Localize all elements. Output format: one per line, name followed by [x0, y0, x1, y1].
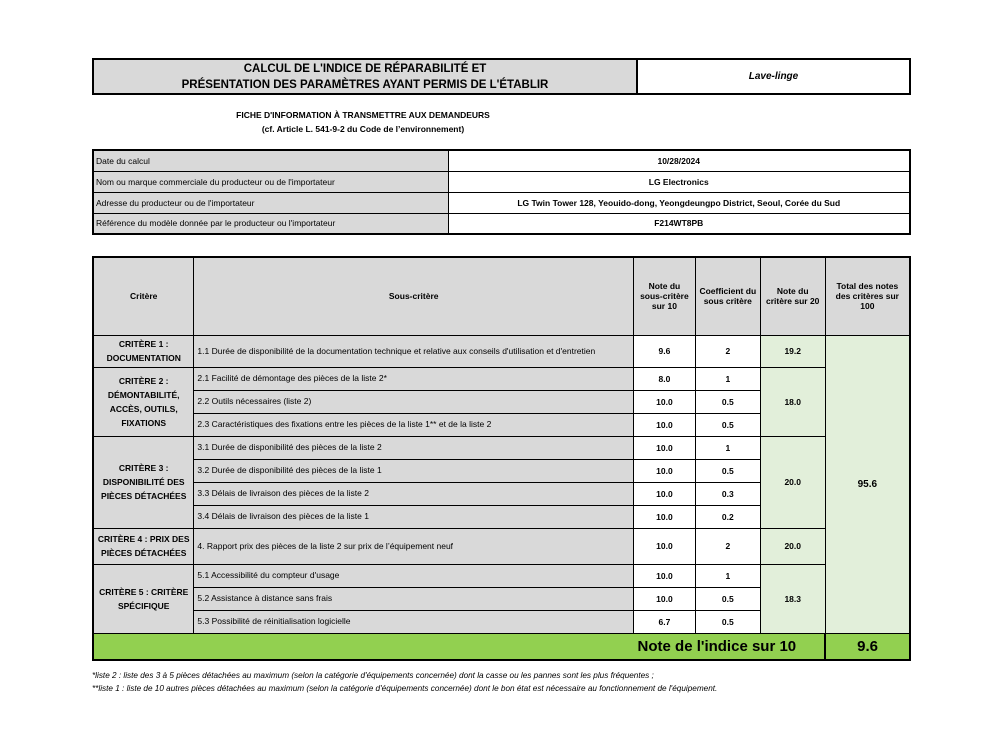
score-table	[92, 256, 911, 661]
subcriterion: 2.2 Outils nécessaires (liste 2)	[194, 390, 634, 413]
criterion-score: 20.0	[760, 528, 825, 564]
final-row	[93, 633, 910, 660]
subtitle	[92, 108, 634, 136]
subcriterion-coef: 2	[695, 528, 760, 564]
header-row	[93, 257, 910, 335]
header-title-line2: PRÉSENTATION DES PARAMÈTRES AYANT PERMIS DE L'ÉTABLIR	[181, 78, 549, 91]
info-row	[93, 192, 910, 213]
subcriterion: 3.4 Délais de livraison des pièces de la liste 1	[194, 505, 634, 528]
col-header-note-critere: Note du critère sur 20	[760, 257, 825, 335]
header-title	[94, 60, 638, 93]
subcriterion-note: 10.0	[633, 564, 695, 587]
subcriterion-coef: 0.5	[695, 610, 760, 633]
table-row	[93, 335, 910, 367]
header-box	[92, 58, 911, 95]
criterion-score: 20.0	[760, 436, 825, 528]
info-row	[93, 171, 910, 192]
subcriterion: 1.1 Durée de disponibilité de la documentation technique et relative aux conseils d'utilisation et d'entretien	[194, 335, 634, 367]
subcriterion-note: 8.0	[633, 367, 695, 390]
subtitle-line2: (cf. Article L. 541-9-2 du Code de l’environnement)	[261, 124, 465, 134]
subcriterion: 2.1 Facilité de démontage des pièces de la liste 2*	[194, 367, 634, 390]
info-label: Adresse du producteur ou de l'importateur	[93, 192, 448, 213]
footnotes	[92, 669, 952, 695]
subcriterion-coef: 0.5	[695, 390, 760, 413]
subcriterion-coef: 2	[695, 335, 760, 367]
col-header-critere: Critère	[93, 257, 194, 335]
subcriterion-coef: 0.5	[695, 587, 760, 610]
footnote-liste-2: *liste 2 : liste des 3 à 5 pièces détachées au maximum (selon la catégorie d'équipements concernée) dont la casse ou les pannes sont les plus fréquentes ;	[92, 671, 654, 680]
subcriterion-note: 9.6	[633, 335, 695, 367]
criterion-score: 19.2	[760, 335, 825, 367]
info-label: Référence du modèle donnée par le producteur ou l'importateur	[93, 213, 448, 234]
table-row	[93, 367, 910, 390]
subcriterion-coef: 1	[695, 367, 760, 390]
subcriterion-note: 10.0	[633, 390, 695, 413]
subcriterion: 3.3 Délais de livraison des pièces de la liste 2	[194, 482, 634, 505]
subcriterion-note: 10.0	[633, 482, 695, 505]
subcriterion-note: 10.0	[633, 587, 695, 610]
col-header-note-sous: Note du sous-critère sur 10	[633, 257, 695, 335]
subcriterion-coef: 0.2	[695, 505, 760, 528]
criterion-5: CRITÈRE 5 : CRITÈRE SPÉCIFIQUE	[93, 564, 194, 633]
subcriterion-coef: 1	[695, 436, 760, 459]
criterion-3: CRITÈRE 3 : DISPONIBILITÉ DES PIÈCES DÉTACHÉES	[93, 436, 194, 528]
criterion-4: CRITÈRE 4 : PRIX DES PIÈCES DÉTACHÉES	[93, 528, 194, 564]
subcriterion: 3.2 Durée de disponibilité des pièces de la liste 1	[194, 459, 634, 482]
subtitle-line1: FICHE D'INFORMATION À TRANSMETTRE AUX DEMANDEURS	[236, 110, 490, 120]
footnote-liste-1: **liste 1 : liste de 10 autres pièces détachées au maximum (selon la catégorie d'équipements concernée) dont le bon état est nécessaire au fonctionnement de l'équipement.	[92, 684, 718, 693]
info-value: LG Electronics	[448, 171, 910, 192]
subcriterion-note: 10.0	[633, 413, 695, 436]
subcriterion-coef: 0.5	[695, 459, 760, 482]
criterion-2: CRITÈRE 2 : DÉMONTABILITÉ, ACCÈS, OUTILS, FIXATIONS	[93, 367, 194, 436]
col-header-sous-critere: Sous-critère	[194, 257, 634, 335]
info-value: 10/28/2024	[448, 150, 910, 171]
info-row	[93, 150, 910, 171]
info-table	[92, 149, 911, 235]
table-row	[93, 436, 910, 459]
total-score: 95.6	[825, 335, 910, 633]
table-row	[93, 528, 910, 564]
info-label: Nom ou marque commerciale du producteur ou de l'importateur	[93, 171, 448, 192]
info-row	[93, 213, 910, 234]
product-type: Lave-linge	[748, 71, 799, 82]
subcriterion: 5.2 Assistance à distance sans frais	[194, 587, 634, 610]
info-value: F214WT8PB	[448, 213, 910, 234]
final-score-label: Note de l'indice sur 10	[93, 633, 825, 660]
subcriterion: 5.3 Possibilité de réinitialisation logicielle	[194, 610, 634, 633]
subcriterion-note: 10.0	[633, 528, 695, 564]
subcriterion-note: 10.0	[633, 436, 695, 459]
col-header-total: Total des notes des critères sur 100	[825, 257, 910, 335]
subcriterion-coef: 0.3	[695, 482, 760, 505]
info-value: LG Twin Tower 128, Yeouido-dong, Yeongdeungpo District, Seoul, Corée du Sud	[448, 192, 910, 213]
criterion-score: 18.0	[760, 367, 825, 436]
subcriterion: 5.1 Accessibilité du compteur d'usage	[194, 564, 634, 587]
subcriterion-note: 6.7	[633, 610, 695, 633]
subcriterion-note: 10.0	[633, 459, 695, 482]
subcriterion: 3.1 Durée de disponibilité des pièces de la liste 2	[194, 436, 634, 459]
subcriterion-note: 10.0	[633, 505, 695, 528]
criterion-score: 18.3	[760, 564, 825, 633]
subcriterion: 2.3 Caractéristiques des fixations entre les pièces de la liste 1** et de la liste 2	[194, 413, 634, 436]
subcriterion-coef: 0.5	[695, 413, 760, 436]
header-title-line1: CALCUL DE L'INDICE DE RÉPARABILITÉ ET	[243, 62, 487, 75]
table-row	[93, 564, 910, 587]
final-score-value: 9.6	[825, 633, 910, 660]
criterion-1: CRITÈRE 1 : DOCUMENTATION	[93, 335, 194, 367]
subcriterion: 4. Rapport prix des pièces de la liste 2 sur prix de l’équipement neuf	[194, 528, 634, 564]
col-header-coef: Coefficient du sous critère	[695, 257, 760, 335]
subcriterion-coef: 1	[695, 564, 760, 587]
info-label: Date du calcul	[93, 150, 448, 171]
